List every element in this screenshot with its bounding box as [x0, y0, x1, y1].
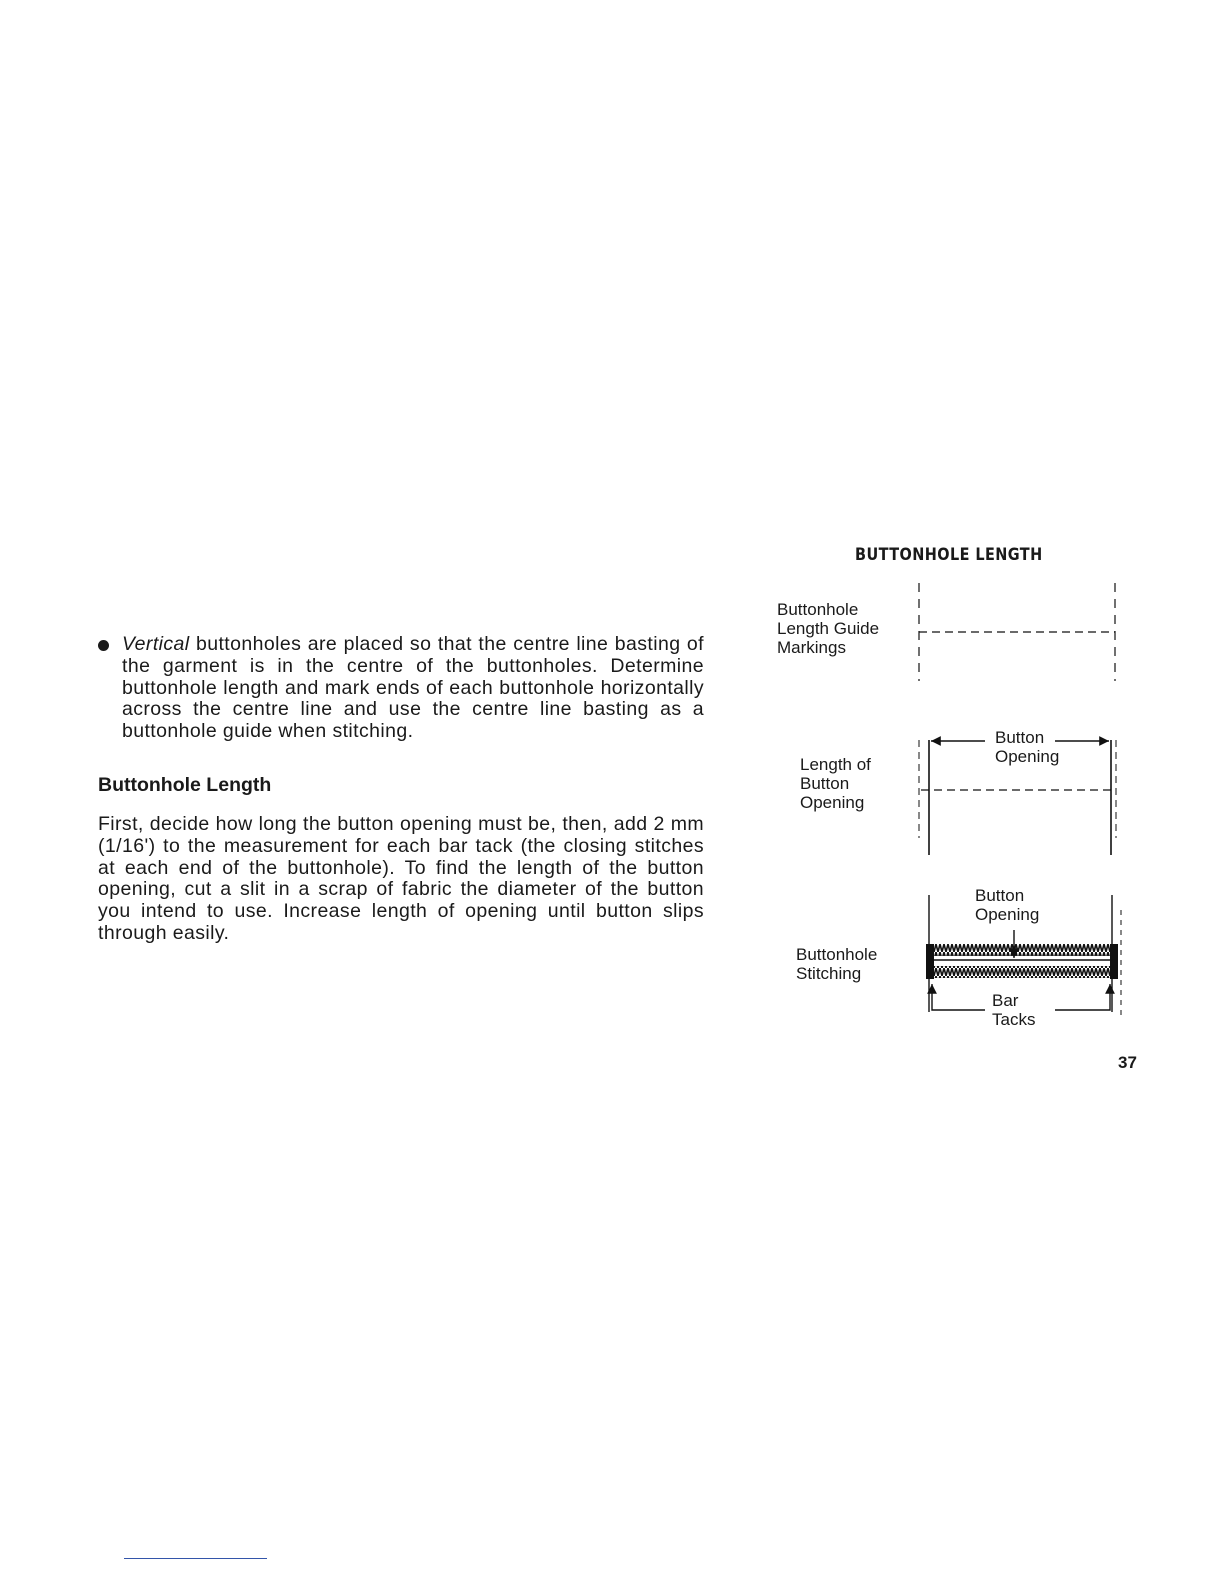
bar-tack-arrow-right [1055, 984, 1110, 1010]
section-paragraph: First, decide how long the button opening must be, then, add 2 mm (1/16') to the measurement for each bar tack (the closing stitches at each end of the buttonhole). To find the length of the button opening, cut a slit in a scrap of fabric the diameter of the button you intend to use. Increase length of opening until button slips through easily. [98, 813, 704, 944]
panel2-callout-line-1: Button [995, 728, 1045, 747]
panel2-opening [919, 740, 1116, 855]
footer-rule [124, 1558, 267, 1559]
panel2-label-line-2: Button [800, 774, 850, 793]
panel3-label-line-2: Stitching [796, 964, 862, 983]
panel3-callout-top-line-1: Button [975, 886, 1025, 905]
bar-tack-left [926, 944, 934, 979]
panel3-label-line-1: Buttonhole [796, 945, 878, 964]
panel2-callout-line-2: Opening [995, 747, 1060, 766]
panel3-callout-bottom-line-1: Bar [992, 991, 1019, 1010]
panel2-label-line-3: Opening [800, 793, 865, 812]
panel1-label-line-2: Length Guide [777, 619, 880, 638]
bar-tack-arrow-left [932, 984, 985, 1010]
panel1-label-line-1: Buttonhole [777, 600, 859, 619]
section-heading: Buttonhole Length [98, 774, 272, 796]
panel3-stitching [926, 895, 1121, 1015]
diagram-title: BUTTONHOLE LENGTH [855, 545, 1043, 565]
stitch-row-top [930, 944, 1112, 956]
panel3-callout-bottom-line-2: Tacks [992, 1010, 1036, 1029]
panel3-callout-top-line-2: Opening [975, 905, 1040, 924]
panel1-guide-markings [919, 583, 1115, 681]
stitch-row-bottom [930, 966, 1112, 978]
bar-tack-right [1110, 944, 1118, 979]
page-number: 37 [1118, 1053, 1137, 1072]
panel1-label-line-3: Markings [777, 638, 846, 657]
panel2-label-line-1: Length of [800, 755, 871, 774]
bullet-text: buttonholes are placed so that the centre line basting of the garment is in the centre of the buttonholes. Determine buttonhole length and mark ends of each buttonhole horizontally across the centre line and use the centre line basting as a buttonhole guide when stitching. [122, 633, 704, 743]
bullet-emphasis: Vertical [122, 633, 190, 655]
